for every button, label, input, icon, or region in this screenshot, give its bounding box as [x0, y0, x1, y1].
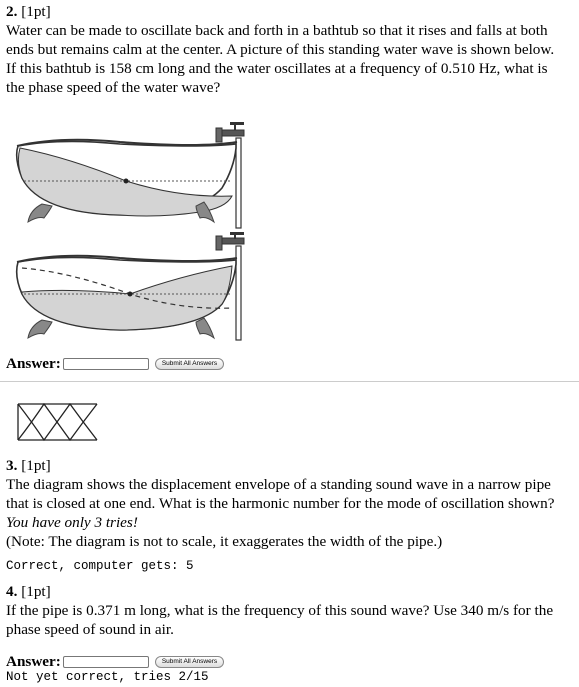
question-4-line-1: If the pipe is 0.371 m long, what is the frequency of this sound wave? Use 340 m/s for the: [6, 602, 554, 619]
bathtub-diagram-top: [0, 118, 260, 230]
question-4-answer-input[interactable]: [63, 656, 149, 668]
question-4-points: [1pt]: [21, 583, 51, 600]
question-3-status: Correct, computer gets: 5: [6, 559, 194, 573]
question-3-line-1: The diagram shows the displacement envelope of a standing sound wave in a narrow pipe: [6, 476, 551, 493]
question-2-text: [6, 21, 574, 97]
question-3-text: [6, 475, 574, 551]
scale-note: (Note: The diagram is not to scale, it exaggerates the width of the pipe.): [6, 533, 443, 550]
question-2-line-3: If this bathtub is 158 cm long and the water oscillates at a frequency of 0.510 Hz, what is: [6, 60, 548, 77]
question-2-line-2: ends but remains calm at the center. A picture of this standing water wave is shown below.: [6, 41, 555, 58]
question-4-header: [6, 582, 574, 601]
tub-foot-right: [196, 318, 214, 338]
question-4-number: 4.: [6, 583, 18, 600]
tries-note: You have only 3 tries!: [6, 514, 138, 531]
question-3-header: [6, 456, 574, 475]
bathtub-diagram-bottom: [0, 232, 260, 344]
question-2-answer-input[interactable]: [63, 358, 149, 370]
submit-all-answers-button[interactable]: Submit All Answers: [155, 656, 224, 668]
question-2-answer-row: [6, 354, 224, 373]
question-4-text: [6, 601, 574, 639]
question-2-header: [6, 2, 574, 21]
answer-label: Answer:: [6, 355, 61, 372]
question-2-number: 2.: [6, 3, 18, 20]
section-divider: [0, 381, 579, 382]
question-2-points: [1pt]: [21, 3, 51, 20]
question-4-status: Not yet correct, tries 2/15: [6, 670, 209, 684]
tub-foot-left: [28, 320, 52, 338]
question-3-number: 3.: [6, 457, 18, 474]
question-4-line-2: phase speed of sound in air.: [6, 621, 174, 638]
tub-foot-left: [28, 204, 52, 222]
answer-label: Answer:: [6, 653, 61, 670]
question-3-points: [1pt]: [21, 457, 51, 474]
question-3-line-2: that is closed at one end. What is the harmonic number for the mode of oscillation shown?: [6, 495, 555, 512]
question-2-line-1: Water can be made to oscillate back and forth in a bathtub so that it rises and falls at both: [6, 22, 548, 39]
submit-all-answers-button[interactable]: Submit All Answers: [155, 358, 224, 370]
pipe-envelope-diagram: [17, 402, 101, 442]
question-2-line-4: the phase speed of the water wave?: [6, 79, 221, 96]
